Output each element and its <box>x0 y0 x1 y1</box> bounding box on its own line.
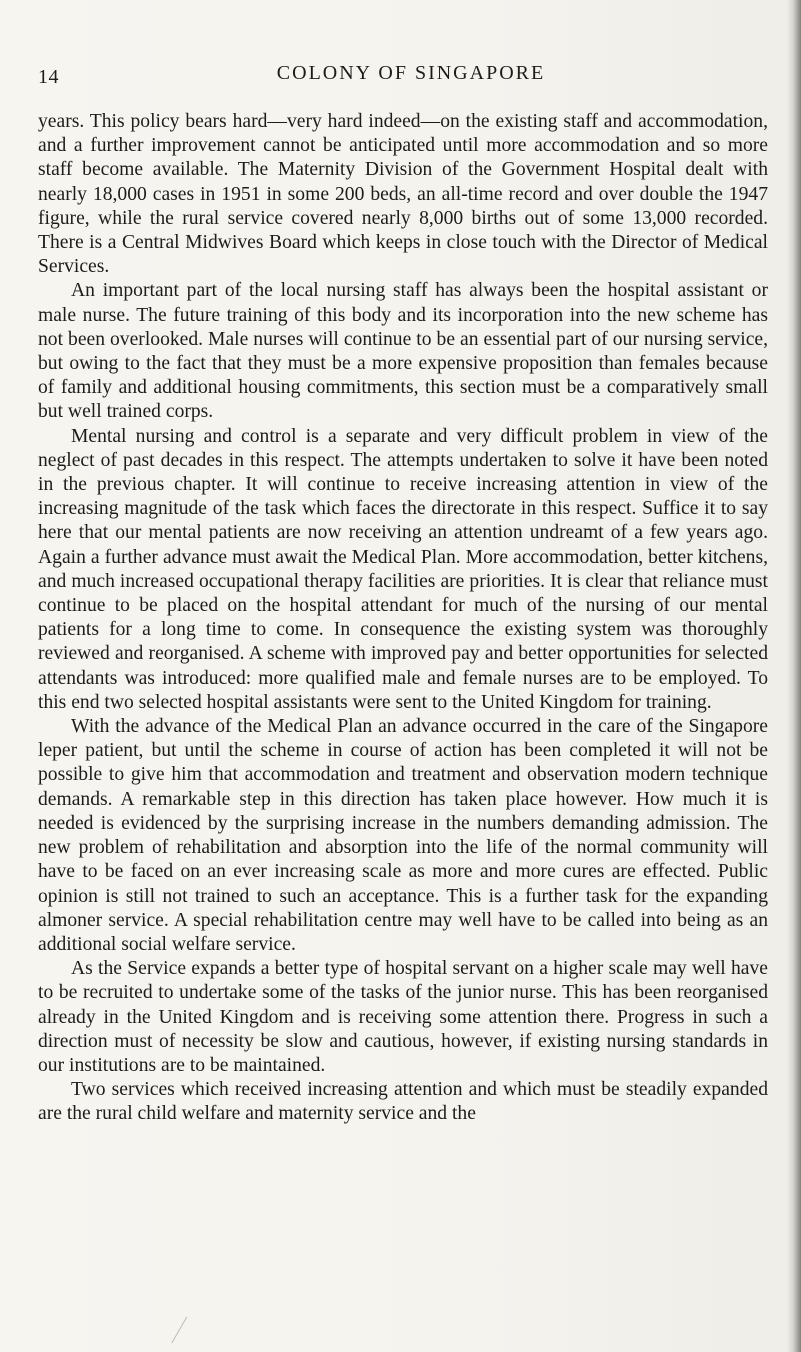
paragraph-leper-patients: With the advance of the Medical Plan an advance occurred in the care of the Singapore leper patient, but until the scheme in course of action has been completed it will not be possible to give him that accommodation and treatment and observation modern technique demands. A remarkable step in this direction has taken place however. How much it is needed is evidenced by the surprising increase in the numbers demanding admission. The new problem of rehabilitation and absorption into the life of the normal community will have to be faced on an ever increasing scale as more and more cures are effected. Public opinion is still not trained to such an acceptance. This is a further task for the expanding almoner service. A special rehabilitation centre may well have to be called into being as an additional social welfare service. <box>38 716 768 955</box>
page-header <box>38 62 768 90</box>
paragraph-staff-accommodation: years. This policy bears hard—very hard indeed—on the existing staff and accommodation, and a further improvement cannot be anticipated until more accommodation and so more staff become available. The Maternity Division of the Government Hospital dealt with nearly 18,000 cases in 1951 in some 200 beds, an all-time record and over double the 1947 figure, while the rural service covered nearly 8,000 births out of some 13,000 recorded. There is a Central Midwives Board which keeps in close touch with the Director of Medical Services. <box>38 111 768 278</box>
paragraph-mental-nursing: Mental nursing and control is a separate and very difficult problem in view of the neglect of past decades in this respect. The attempts undertaken to solve it have been noted in the previous chapter. It will continue to receive increasing attention in view of the increasing magnitude of the task which faces the directorate in this respect. Suffice it to say here that our mental patients are now receiving an attention undreamt of a few years ago. Again a further advance must await the Medical Plan. More accommodation, better kitchens, and much increased occupational therapy facilities are priorities. It is clear that reliance must continue to be placed on the hospital attendant for much of the nursing of our mental patients for a long time to come. In consequence the existing system was thoroughly reviewed and reorganised. A scheme with improved pay and better opportunities for selected attendants was introduced: more qualified male and female nurses are to be employed. To this end two selected hospital assistants were sent to the United Kingdom for training. <box>38 425 768 713</box>
paragraph-hospital-servant: As the Service expands a better type of hospital servant on a higher scale may well have to be recruited to undertake some of the tasks of the junior nurse. This has been reorganised already in the United Kingdom and is receiving some attention there. Progress in such a direction must of necessity be slow and cautious, however, if existing nursing standards in our institutions are to be maintained. <box>38 958 768 1076</box>
page-number: 14 <box>38 66 59 88</box>
body-text <box>38 110 768 1127</box>
paragraph-male-nurses: An important part of the local nursing staff has always been the hospital assistant or male nurse. The future training of this body and its incorporation into the new scheme has not been overlooked. Male nurses will continue to be an essential part of our nursing service, but owing to the fact that they must be a more expensive proposition than females because of family and additional housing commitments, this section must be a comparatively small but well trained corps. <box>38 280 768 423</box>
pencil-mark <box>171 1317 197 1349</box>
page-shadow-edge <box>787 0 801 1352</box>
running-title: COLONY OF SINGAPORE <box>276 62 546 84</box>
paragraph-rural-services: Two services which received increasing attention and which must be steadily expanded are the rural child welfare and maternity service and the <box>38 1079 768 1125</box>
